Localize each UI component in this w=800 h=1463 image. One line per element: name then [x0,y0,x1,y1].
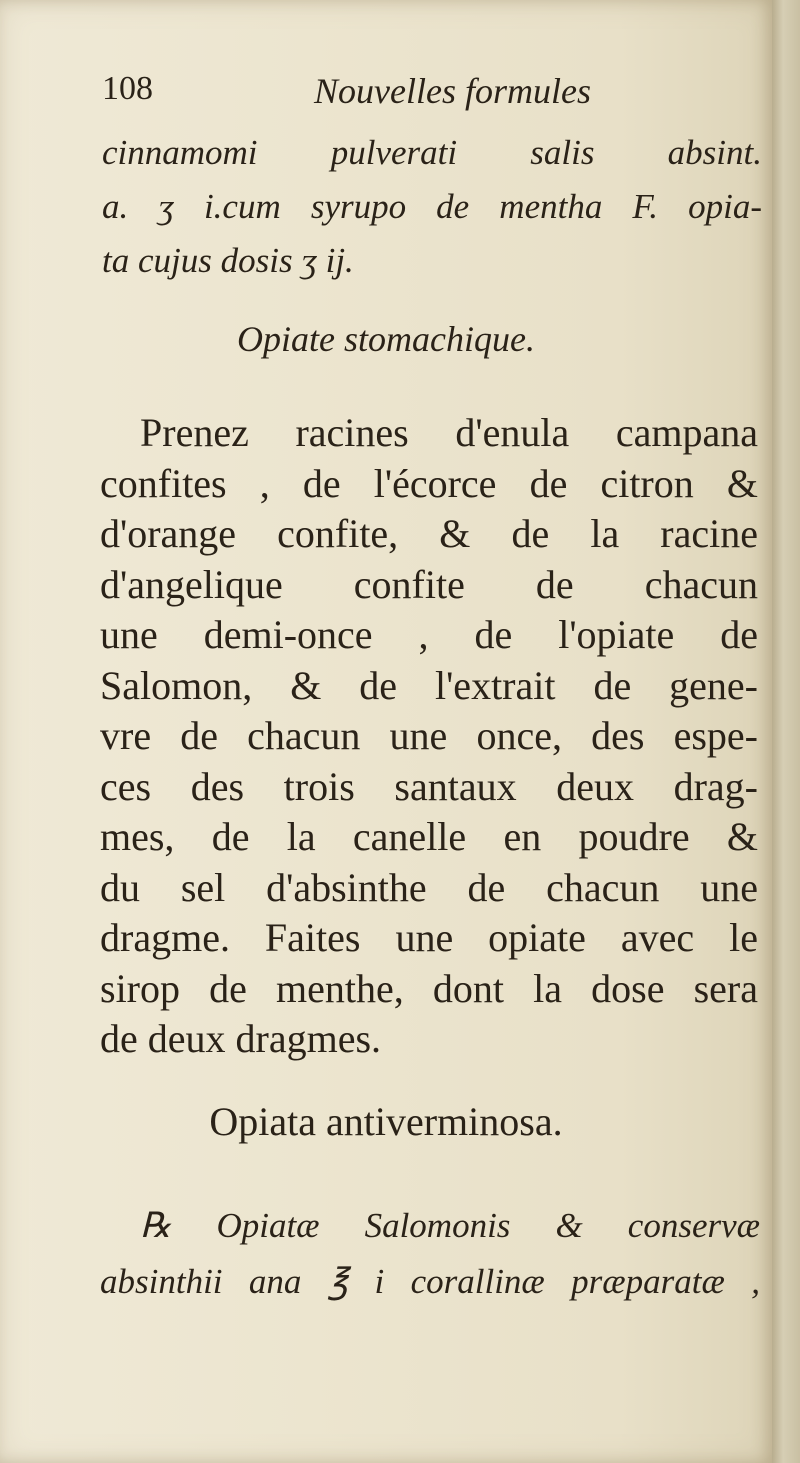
text-line: d'orange confite, & de la racine [100,511,758,556]
text-line: ℞ Opiatæ Salomonis & conservæ [140,1206,760,1245]
page-number: 108 [102,70,153,107]
text-line: Salomon, & de l'extrait de gene- [100,662,758,708]
text-line: une demi-once , de l'opiate de [100,612,758,657]
text-line: mes, de la canelle en poudre & [100,814,758,859]
text-line: du sel d'absinthe de chacun une [100,864,758,910]
page-edge [772,0,800,1463]
section-heading-opiate-stomachique: Opiate stomachique. [237,319,535,359]
section-heading-opiata-antiverminosa: Opiata antiverminosa. [209,1099,563,1144]
running-head [102,70,662,120]
text-line: dragme. Faites une opiate avec le [100,915,758,960]
text-line: a. ʒ i.cum syrupo de mentha F. opia- [102,187,762,226]
text-line: ces des trois santaux deux drag- [100,763,758,809]
text-line: d'angelique confite de chacun [100,561,758,607]
text-line: sirop de menthe, dont la dose sera [100,965,758,1011]
text-line: vre de chacun une once, des espe- [100,713,758,758]
text-line: ta cujus dosis ʒ ij. [102,241,354,280]
text-line: absinthii ana ℥ i corallinæ præparatæ , [100,1262,760,1301]
text-line: cinnamomi pulverati salis absint. [102,133,762,172]
recipe-paragraph [100,408,758,1065]
text-line: de deux dragmes. [100,1016,382,1061]
running-title: Nouvelles formules [314,71,591,111]
latin-recipe [100,1198,760,1310]
latin-continuation [102,126,762,288]
text-line: Prenez racines d'enula campana [140,410,758,455]
text-line: confites , de l'écorce de citron & [100,460,758,506]
